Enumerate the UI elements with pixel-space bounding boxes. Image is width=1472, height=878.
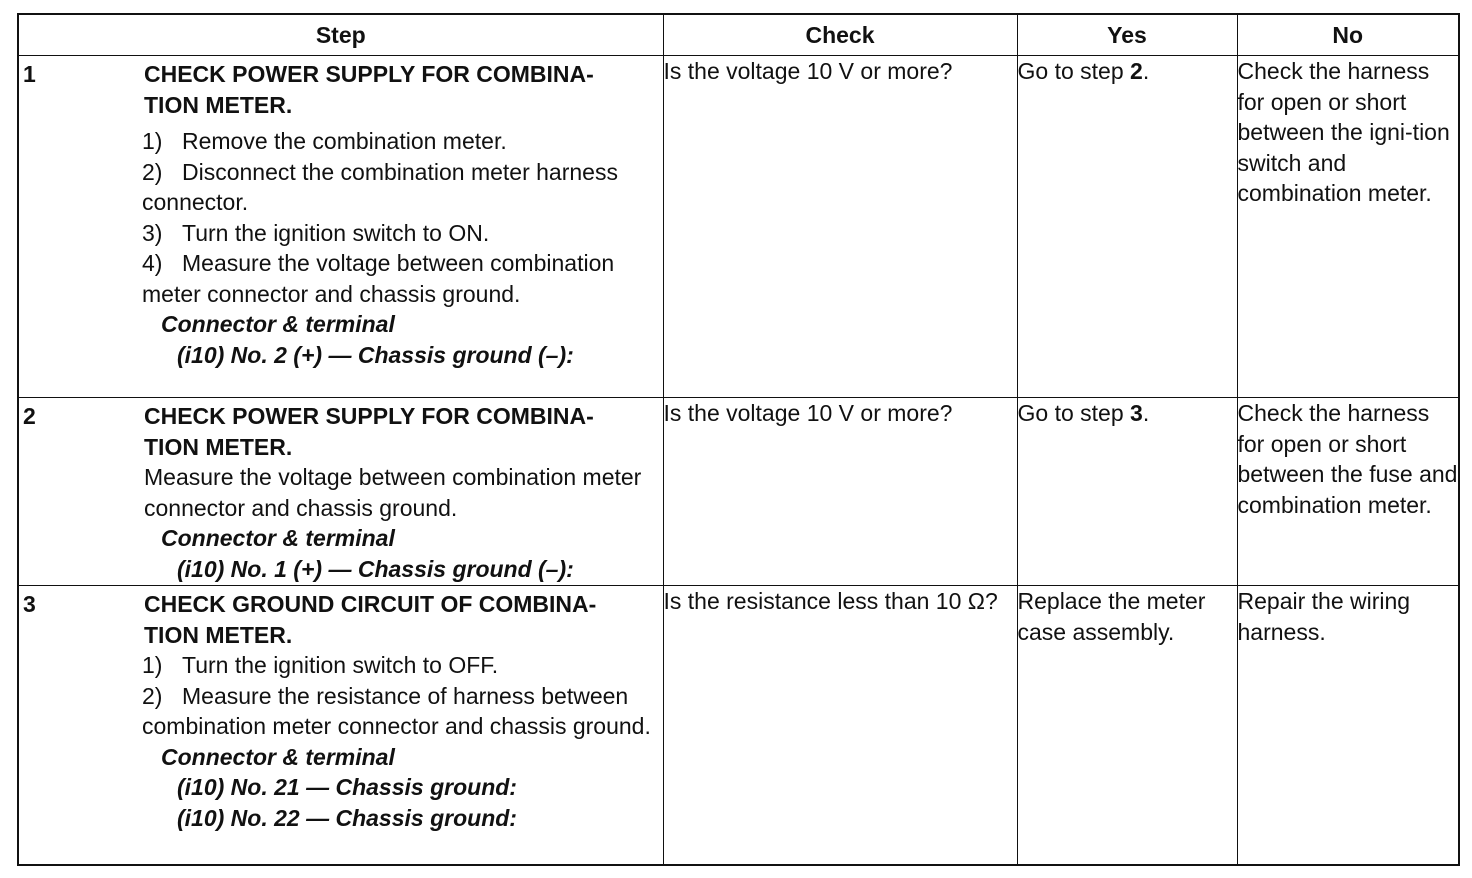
action-item: 2) Disconnect the combination meter harness connector.: [142, 158, 618, 215]
diagnostic-table: [17, 13, 1460, 866]
no-cell: Check the harness for open or short between the fuse and combination meter.: [1237, 398, 1459, 586]
action-item: 4) Measure the voltage between combination meter connector and chassis ground.: [142, 250, 615, 307]
step-title: CHECK POWER SUPPLY FOR COMBINA- TION METER.: [144, 403, 594, 460]
yes-cell: Go to step 3.: [1017, 398, 1237, 586]
connector-terminal: (i10) No. 22 — Chassis ground:: [177, 804, 517, 831]
connector-label: Connector & terminal: [161, 311, 395, 337]
header-step: Step: [18, 14, 663, 56]
check-cell: Is the voltage 10 V or more?: [663, 56, 1017, 398]
action-item: 3) Turn the ignition switch to ON.: [142, 219, 490, 246]
action-item: 2) Measure the resistance of harness between combination meter connector and chassis ground.: [142, 682, 651, 739]
yes-cell: Go to step 2.: [1017, 56, 1237, 398]
step-number: 2: [23, 403, 36, 429]
action-item: 1) Turn the ignition switch to OFF.: [142, 652, 499, 678]
connector-terminal: (i10) No. 21 — Chassis ground:: [177, 774, 517, 800]
step-body-text: Measure the voltage between combination meter connector and chassis ground.: [144, 464, 642, 521]
table-row: [18, 56, 1459, 398]
step-cell: [18, 398, 663, 586]
step-title: CHECK GROUND CIRCUIT OF COMBINA- TION METER.: [144, 591, 597, 648]
yes-cell: Replace the meter case assembly.: [1017, 586, 1237, 866]
header-check: Check: [663, 14, 1017, 56]
no-cell: Check the harness for open or short between the igni-tion switch and combination meter.: [1237, 56, 1459, 398]
table-row: [18, 586, 1459, 866]
connector-terminal: (i10) No. 2 (+) — Chassis ground (–):: [177, 341, 574, 368]
action-item: 1) Remove the combination meter.: [142, 128, 507, 154]
step-title: CHECK POWER SUPPLY FOR COMBINA- TION METER.: [144, 61, 594, 118]
table-row: [18, 398, 1459, 586]
check-cell: Is the resistance less than 10 Ω?: [663, 586, 1017, 866]
header-no: No: [1237, 14, 1459, 56]
connector-terminal: (i10) No. 1 (+) — Chassis ground (–):: [177, 555, 574, 582]
step-cell: [18, 586, 663, 866]
header-yes: Yes: [1017, 14, 1237, 56]
check-cell: Is the voltage 10 V or more?: [663, 398, 1017, 586]
connector-label: Connector & terminal: [161, 743, 395, 770]
step-number: 1: [23, 61, 36, 87]
step-cell: [18, 56, 663, 398]
header-row: [18, 14, 1459, 56]
step-number: 3: [23, 591, 36, 617]
connector-label: Connector & terminal: [161, 525, 395, 551]
no-cell: Repair the wiring harness.: [1237, 586, 1459, 866]
